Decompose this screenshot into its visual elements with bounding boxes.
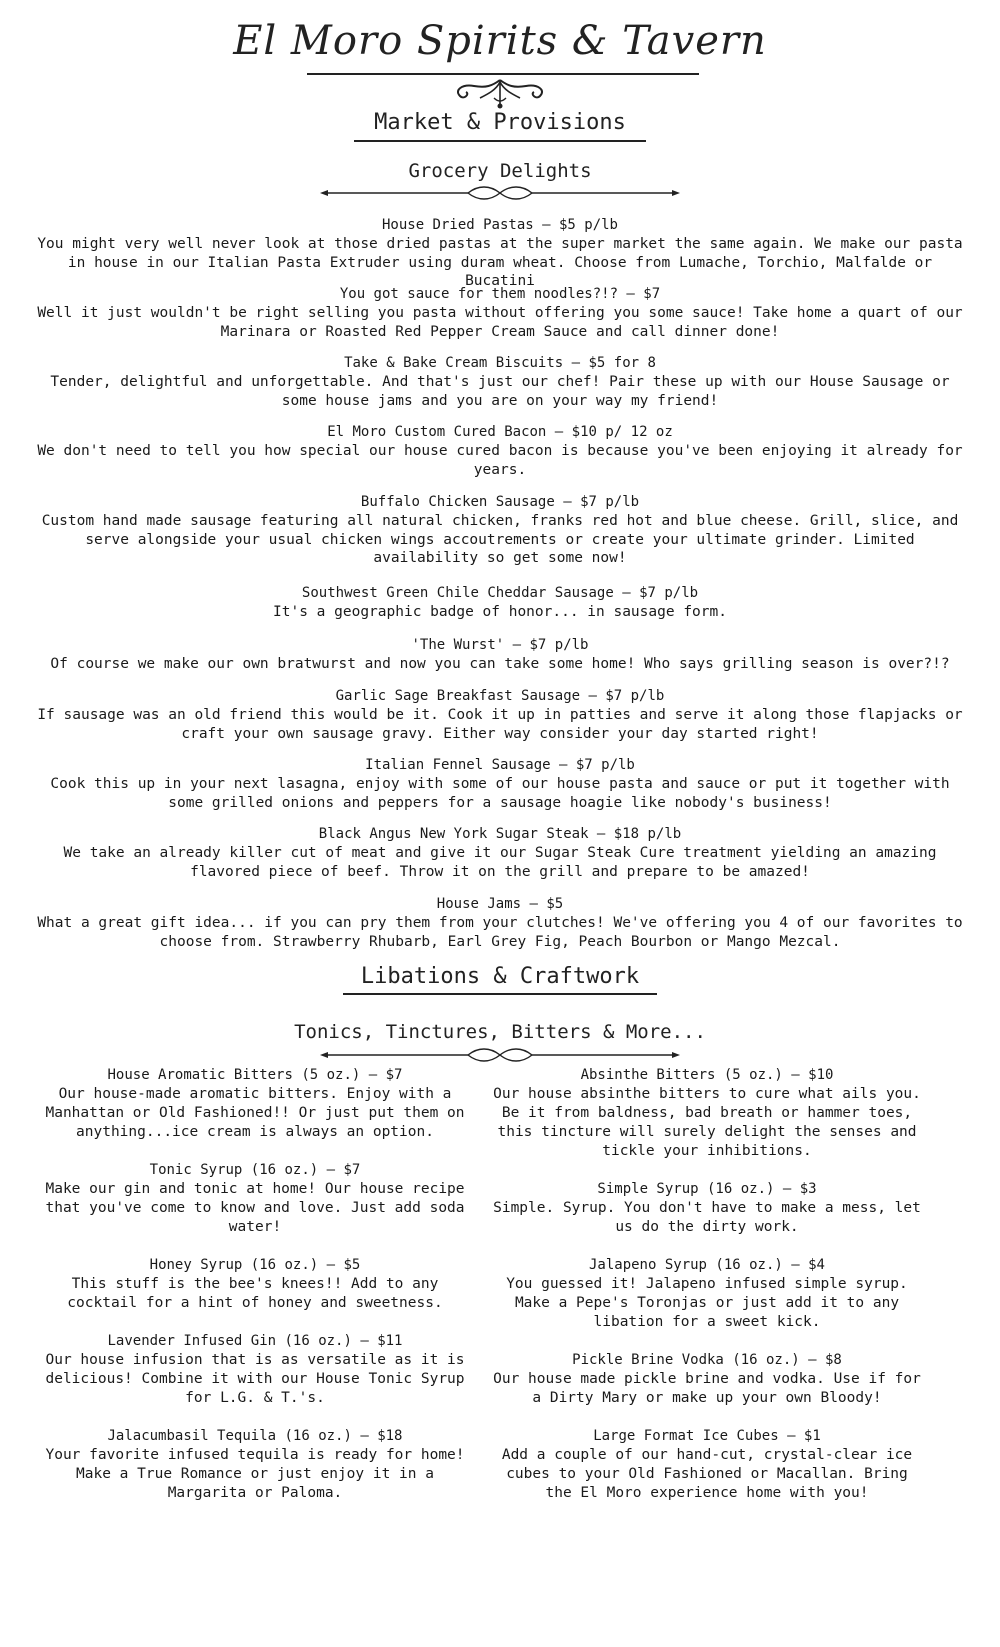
libation-item xyxy=(40,1427,470,1503)
item-description: Our house-made aromatic bitters. Enjoy with a Manhattan or Old Fashioned!! Or just put them on anything...ice cream is always an option. xyxy=(45,1086,465,1140)
item-description: Well it just wouldn't be right selling you pasta without offering you some sauce! Take home a quart of our Marinara or Roasted Red Pepper Cream Sauce and call dinner done! xyxy=(37,305,963,340)
item-title: El Moro Custom Cured Bacon — $10 p/ 12 oz xyxy=(327,424,673,440)
market-item xyxy=(30,895,970,951)
ornament-flourish-icon xyxy=(440,76,560,110)
market-item xyxy=(30,354,970,410)
item-description: It's a geographic badge of honor... in sausage form. xyxy=(273,604,727,620)
item-title: Southwest Green Chile Cheddar Sausage — $7 p/lb xyxy=(301,585,699,601)
item-description: Custom hand made sausage featuring all natural chicken, franks red hot and blue cheese. Grill, slice, and serve alongside your usual chicken wings accoutrements or create your ultimate grinder. Limited availability so get some now! xyxy=(41,513,959,566)
item-description: You guessed it! Jalapeno infused simple syrup. Make a Pepe's Toronjas or just add it to any libation for a sweet kick. xyxy=(506,1276,908,1330)
item-title: Lavender Infused Gin (16 oz.) — $11 xyxy=(107,1333,403,1349)
libation-item xyxy=(40,1161,470,1237)
brand-underline xyxy=(307,73,699,75)
libations-section-title: Libations & Craftwork xyxy=(360,964,640,989)
divider-ornament-icon xyxy=(318,185,682,201)
item-title: Large Format Ice Cubes — $1 xyxy=(593,1428,821,1444)
item-title: House Dried Pastas — $5 p/lb xyxy=(381,217,618,233)
libation-item xyxy=(40,1332,470,1408)
item-description: If sausage was an old friend this would be it. Cook it up in patties and serve it along those flapjacks or craft your own sausage gravy. Either way consider your day started right! xyxy=(37,707,963,742)
market-title-underline xyxy=(354,140,646,142)
item-title: Tonic Syrup (16 oz.) — $7 xyxy=(149,1162,361,1178)
libation-item xyxy=(40,1066,470,1142)
item-title: Absinthe Bitters (5 oz.) — $10 xyxy=(580,1067,834,1083)
item-description: Tender, delightful and unforgettable. And that's just our chef! Pair these up with our House Sausage or some house jams and you are on your way my friend! xyxy=(50,374,950,409)
item-title: Jalapeno Syrup (16 oz.) — $4 xyxy=(588,1257,825,1273)
market-item xyxy=(30,423,970,479)
item-title: Garlic Sage Breakfast Sausage — $7 p/lb xyxy=(335,688,665,704)
market-item xyxy=(30,825,970,881)
item-description: We don't need to tell you how special our house cured bacon is because you've been enjoying it already for years. xyxy=(37,443,963,478)
item-description: You might very well never look at those dried pastas at the super market the same again. We make our pasta in house in our Italian Pasta Extruder using duram wheat. Choose from Lumache, Torchio, Malfalde or Bucatini xyxy=(37,236,963,289)
libation-item xyxy=(492,1180,922,1237)
item-description: Cook this up in your next lasagna, enjoy with some of our house pasta and sauce or put it together with some grilled onions and peppers for a sausage hoagie like nobody's business! xyxy=(50,776,950,811)
libations-subtitle: Tonics, Tinctures, Bitters & More... xyxy=(294,1021,706,1043)
market-item xyxy=(30,756,970,812)
item-title: House Jams — $5 xyxy=(436,896,564,912)
item-description: We take an already killer cut of meat and give it our Sugar Steak Cure treatment yielding an amazing flavored piece of beef. Throw it on the grill and prepare to be amazed! xyxy=(63,845,937,880)
item-title: Jalacumbasil Tequila (16 oz.) — $18 xyxy=(107,1428,403,1444)
market-item xyxy=(30,493,970,568)
libation-item xyxy=(492,1256,922,1332)
market-item xyxy=(30,216,970,291)
item-description: Our house made pickle brine and vodka. Use if for a Dirty Mary or make up your own Bloody! xyxy=(493,1371,921,1406)
item-description: Of course we make our own bratwurst and now you can take some home! Who says grilling season is over?!? xyxy=(50,656,950,672)
item-title: 'The Wurst' — $7 p/lb xyxy=(411,637,589,653)
market-item xyxy=(30,584,970,622)
item-description: Make our gin and tonic at home! Our house recipe that you've come to know and love. Just add soda water! xyxy=(45,1181,465,1235)
market-section-title: Market & Provisions xyxy=(374,110,626,135)
market-item xyxy=(30,285,970,341)
divider-ornament-icon xyxy=(318,1047,682,1063)
item-description: This stuff is the bee's knees!! Add to any cocktail for a hint of honey and sweetness. xyxy=(67,1276,443,1311)
item-title: Take & Bake Cream Biscuits — $5 for 8 xyxy=(344,355,656,371)
libation-item xyxy=(492,1351,922,1408)
libations-left-column xyxy=(40,1066,470,1522)
item-description: Add a couple of our hand-cut, crystal-clear ice cubes to your Old Fashioned or Macallan. Bring the El Moro experience home with you! xyxy=(501,1447,913,1501)
item-title: House Aromatic Bitters (5 oz.) — $7 xyxy=(107,1067,403,1083)
item-description: Simple. Syrup. You don't have to make a mess, let us do the dirty work. xyxy=(493,1200,921,1235)
item-title: Pickle Brine Vodka (16 oz.) — $8 xyxy=(572,1352,842,1368)
libation-item xyxy=(492,1066,922,1161)
libations-right-column xyxy=(492,1066,922,1522)
brand-title: El Moro Spirits & Tavern xyxy=(233,18,767,64)
item-title: Honey Syrup (16 oz.) — $5 xyxy=(149,1257,361,1273)
libation-item xyxy=(40,1256,470,1313)
item-description: What a great gift idea... if you can pry them from your clutches! We've offering you 4 of our favorites to choose from. Strawberry Rhubarb, Earl Grey Fig, Peach Bourbon or Mango Mezcal. xyxy=(37,915,963,950)
item-title: Simple Syrup (16 oz.) — $3 xyxy=(597,1181,817,1197)
item-title: You got sauce for them noodles?!? — $7 xyxy=(339,286,661,302)
item-description: Your favorite infused tequila is ready for home! Make a True Romance or just enjoy it in a Margarita or Paloma. xyxy=(45,1447,465,1501)
item-title: Buffalo Chicken Sausage — $7 p/lb xyxy=(360,494,640,510)
market-item xyxy=(30,687,970,743)
libations-title-underline xyxy=(343,993,657,995)
item-description: Our house absinthe bitters to cure what ails you. Be it from baldness, bad breath or hammer toes, this tincture will surely delight the senses and tickle your inhibitions. xyxy=(493,1086,921,1159)
libation-item xyxy=(492,1427,922,1503)
market-subtitle: Grocery Delights xyxy=(408,160,592,182)
item-title: Black Angus New York Sugar Steak — $18 p/lb xyxy=(318,826,682,842)
item-description: Our house infusion that is as versatile as it is delicious! Combine it with our House Tonic Syrup for L.G. & T.'s. xyxy=(45,1352,465,1406)
market-item xyxy=(30,636,970,674)
item-title: Italian Fennel Sausage — $7 p/lb xyxy=(365,757,635,773)
